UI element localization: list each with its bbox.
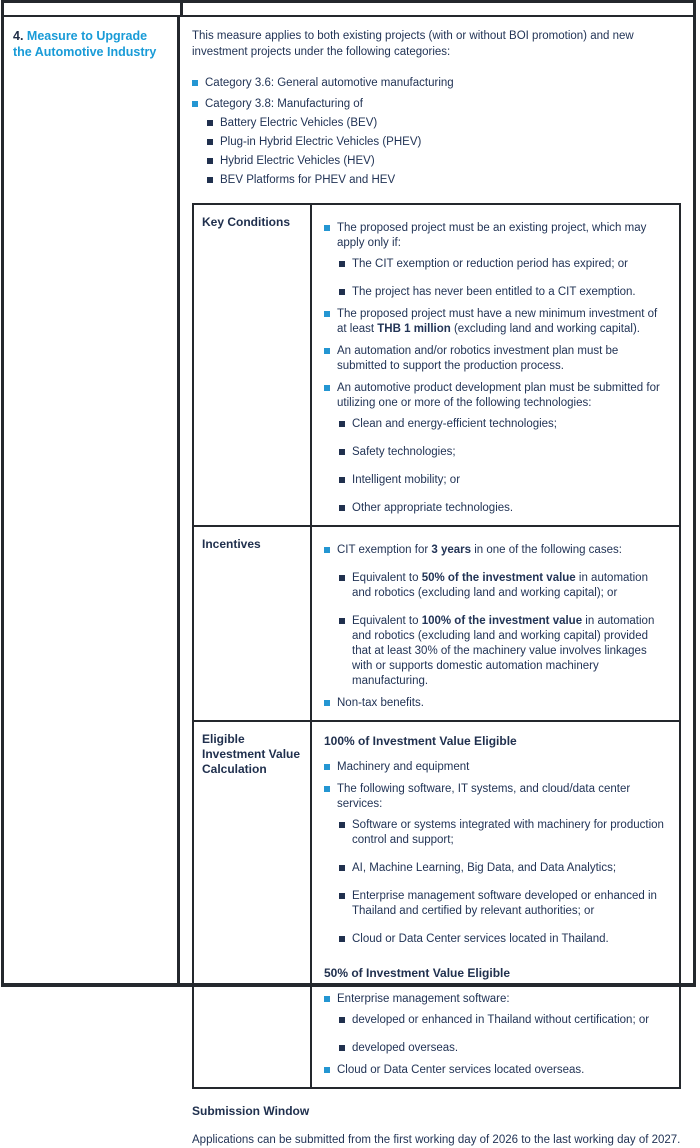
- list-item: [339, 932, 669, 947]
- list-item: [207, 173, 681, 188]
- row-label-incentives: Incentives: [194, 527, 312, 720]
- previous-row-left-cell: [4, 3, 183, 15]
- key-conditions-list: [324, 221, 669, 516]
- bullet-square-icon: [207, 139, 213, 145]
- list-item: [192, 97, 681, 112]
- list-item-text: developed or enhanced in Thailand without certification; or: [352, 1014, 650, 1026]
- list-item-text: Software or systems integrated with machinery for production control and support;: [352, 819, 664, 846]
- list-item: [207, 116, 681, 131]
- bullet-square-icon: [339, 865, 345, 871]
- category-list: [192, 70, 681, 188]
- list-item-text: Clean and energy-efficient technologies;: [352, 418, 558, 430]
- submission-window-heading: Submission Window: [192, 1104, 310, 1118]
- list-item-text: Enterprise management software:: [337, 993, 510, 1005]
- list-item-text: Category 3.6: General automotive manufacturing: [205, 77, 454, 89]
- list-item-text: The proposed project must have a new minimum investment of at least THB 1 million (excluding land and working capital).: [337, 308, 658, 335]
- bullet-square-icon: [339, 477, 345, 483]
- list-item: [324, 1063, 669, 1078]
- eligible-investment-row: [194, 722, 679, 1087]
- previous-row-sliver: [4, 3, 693, 17]
- bullet-square-icon: [324, 764, 330, 770]
- bullet-square-icon: [339, 936, 345, 942]
- list-item: [339, 285, 669, 300]
- bullet-square-icon: [339, 822, 345, 828]
- list-item-text: Non-tax benefits.: [337, 697, 424, 709]
- details-table: [192, 203, 681, 1089]
- bullet-square-icon: [207, 120, 213, 126]
- bullet-square-icon: [339, 289, 345, 295]
- list-item-text: The project has never been entitled to a CIT exemption.: [352, 286, 636, 298]
- bullet-square-icon: [207, 177, 213, 183]
- intro-paragraph: This measure applies to both existing projects (with or without BOI promotion) and new investment projects under the following categories:: [192, 30, 634, 58]
- list-item: [324, 760, 669, 775]
- eligible-investment-content: [312, 722, 679, 1087]
- bullet-square-icon: [324, 311, 330, 317]
- list-item: [339, 1041, 669, 1056]
- bullet-square-icon: [324, 547, 330, 553]
- bullet-square-icon: [339, 1017, 345, 1023]
- eligible-100-heading: 100% of Investment Value Eligible: [324, 734, 517, 748]
- key-conditions-row: [194, 205, 679, 527]
- bullet-square-icon: [339, 505, 345, 511]
- section-title: Measure to Upgrade the Automotive Industry: [13, 29, 157, 59]
- list-item: [339, 473, 669, 488]
- list-item: [324, 782, 669, 812]
- list-item-text: Enterprise management software developed or enhanced in Thailand and certified by relevant authorities; or: [352, 890, 657, 917]
- bullet-square-icon: [192, 101, 198, 107]
- list-item: [339, 614, 669, 689]
- list-item: [339, 417, 669, 432]
- bullet-square-icon: [339, 618, 345, 624]
- list-item-text: An automotive product development plan must be submitted for utilizing one or more of the following technologies:: [337, 382, 660, 409]
- key-conditions-content: [312, 205, 679, 525]
- incentives-content: [312, 527, 679, 720]
- list-item: [339, 257, 669, 272]
- list-item-text: Other appropriate technologies.: [352, 502, 514, 514]
- list-item: [207, 154, 681, 169]
- bullet-square-icon: [324, 700, 330, 706]
- row-label-eligible-investment: Eligible Investment Value Calculation: [194, 722, 312, 1087]
- list-item: [207, 135, 681, 150]
- list-item-text: The CIT exemption or reduction period has expired; or: [352, 258, 628, 270]
- list-item-text: Equivalent to 50% of the investment value in automation and robotics (excluding land and working capital); or: [352, 572, 648, 599]
- incentives-row: [194, 527, 679, 722]
- list-item-text: Machinery and equipment: [337, 761, 470, 773]
- section-number: 4.: [13, 29, 24, 43]
- list-item-text: The following software, IT systems, and cloud/data center services:: [337, 783, 631, 810]
- previous-row-right-cell: [183, 3, 693, 15]
- measure-title-cell: [4, 17, 180, 983]
- list-item: [339, 889, 669, 919]
- row-label-key-conditions: Key Conditions: [194, 205, 312, 525]
- list-item: [339, 571, 669, 601]
- list-item-text: Cloud or Data Center services located overseas.: [337, 1064, 585, 1076]
- list-item: [339, 501, 669, 516]
- list-item: [339, 445, 669, 460]
- list-item-text: Hybrid Electric Vehicles (HEV): [220, 155, 375, 167]
- list-item: [324, 696, 669, 711]
- bullet-square-icon: [339, 575, 345, 581]
- incentives-list: [324, 543, 669, 711]
- list-item-text: Equivalent to 100% of the investment value in automation and robotics (excluding land and working capital) provided that at least 30% of the machinery value involves linkages with or supports domestic automation machinery manufacturing.: [352, 615, 655, 687]
- list-item: [324, 221, 669, 251]
- list-item: [324, 543, 669, 558]
- bullet-square-icon: [339, 893, 345, 899]
- list-item-text: developed overseas.: [352, 1042, 459, 1054]
- bullet-square-icon: [207, 158, 213, 164]
- bullet-square-icon: [339, 261, 345, 267]
- list-item-text: Plug-in Hybrid Electric Vehicles (PHEV): [220, 136, 422, 148]
- bullet-square-icon: [192, 80, 198, 86]
- list-item: [324, 381, 669, 411]
- measure-details-cell: [180, 17, 694, 1146]
- eligible-100-list: [324, 760, 669, 947]
- list-item: [324, 307, 669, 337]
- list-item: [192, 76, 681, 91]
- eligible-50-heading: 50% of Investment Value Eligible: [324, 966, 511, 980]
- list-item: [339, 861, 669, 876]
- list-item: [339, 1013, 669, 1028]
- list-item-text: An automation and/or robotics investment plan must be submitted to support the production process.: [337, 345, 619, 372]
- list-item-text: Cloud or Data Center services located in Thailand.: [352, 933, 609, 945]
- measure-row: [4, 17, 693, 1146]
- list-item-text: BEV Platforms for PHEV and HEV: [220, 174, 396, 186]
- list-item: [324, 992, 669, 1007]
- bullet-square-icon: [324, 385, 330, 391]
- bullet-square-icon: [339, 1045, 345, 1051]
- bullet-square-icon: [324, 1067, 330, 1073]
- list-item-text: CIT exemption for 3 years in one of the following cases:: [337, 544, 622, 556]
- bullet-square-icon: [324, 996, 330, 1002]
- list-item-text: Battery Electric Vehicles (BEV): [220, 117, 378, 129]
- list-item-text: AI, Machine Learning, Big Data, and Data Analytics;: [352, 862, 617, 874]
- list-item-text: Safety technologies;: [352, 446, 456, 458]
- list-item-text: Intelligent mobility; or: [352, 474, 461, 486]
- section-heading: [13, 28, 169, 60]
- bullet-square-icon: [339, 421, 345, 427]
- list-item: [324, 344, 669, 374]
- list-item-text: Category 3.8: Manufacturing of: [205, 98, 363, 110]
- eligible-50-list: [324, 992, 669, 1078]
- bullet-square-icon: [339, 449, 345, 455]
- submission-window-text: Applications can be submitted from the first working day of 2026 to the last working day of 2027.: [192, 1134, 681, 1146]
- bullet-square-icon: [324, 786, 330, 792]
- list-item-text: The proposed project must be an existing project, which may apply only if:: [337, 222, 647, 249]
- measure-table: [1, 0, 696, 1146]
- bullet-square-icon: [324, 348, 330, 354]
- bullet-square-icon: [324, 225, 330, 231]
- list-item: [339, 818, 669, 848]
